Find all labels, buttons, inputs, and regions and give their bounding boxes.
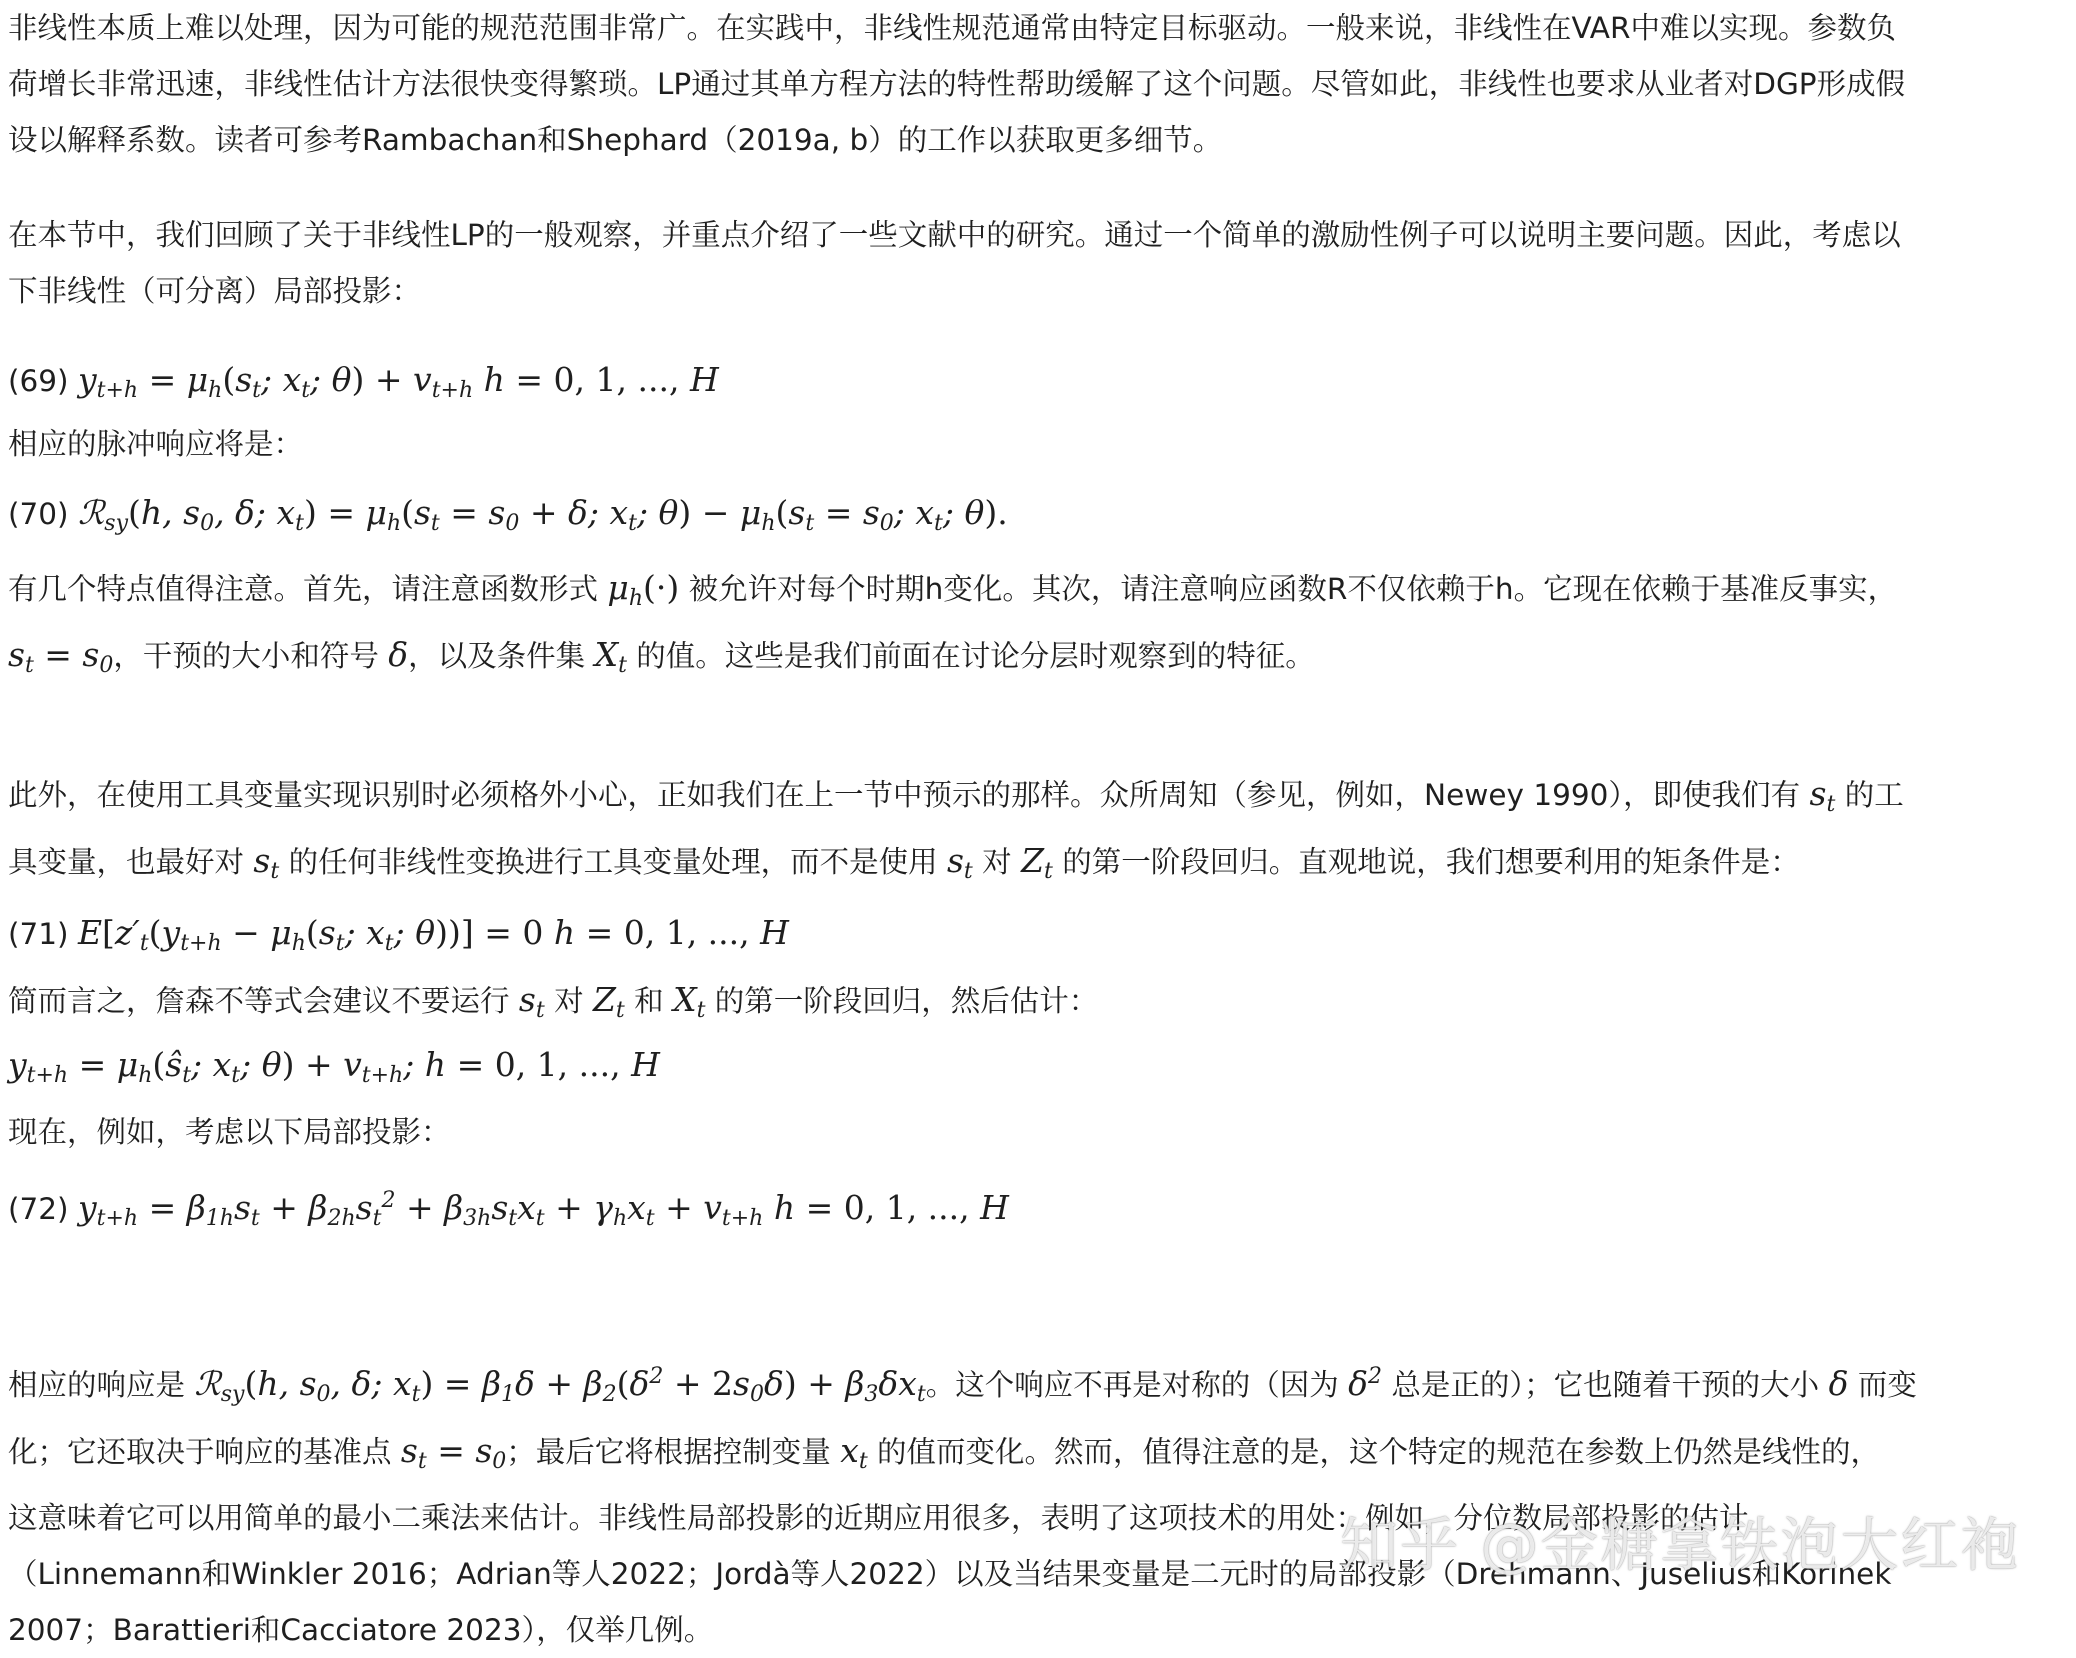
formula: $y_{t+h}$ = $\mu_h(ŝ_t$; $x_t$; $\theta) + v_{t+h}$; h = 0, 1, ..., H <box>8 1045 660 1088</box>
formula: $y_{t+h} = \mu_h(s_t$; $x_t$; $\theta) + v_{t+h}$ h = 0, 1, ..., H <box>77 360 719 403</box>
equation-70 <box>8 485 2068 552</box>
paragraph-jensen: 简而言之，詹森不等式会建议不要运行 $s_t$ 对 $Z_t$ 和 $X_t$ 的第一阶段回归，然后估计： <box>8 980 1099 1023</box>
equation-71 <box>8 905 2068 972</box>
paragraph-nonlinearity-intro: 非线性本质上难以处理，因为可能的规范范围非常广。在实践中，非线性规范通常由特定目标驱动。一般来说，非线性在VAR中难以实现。参数负 荷增长非常迅速，非线性估计方法很快变得繁琐。LP通过其单方程方法的特性帮助缓解了这个问题。尽管如此，非线性也要求从业者对DGP形成假 设以解释系数。读者可参考Rambachan和Shephard（2019a, b）的工作以获取更多细节。 <box>8 11 1906 157</box>
equation-estimate <box>8 1037 2068 1104</box>
equation-number: (72) <box>8 1192 69 1226</box>
equation-number: (69) <box>8 364 69 398</box>
paragraph-example-intro: 现在，例如，考虑以下局部投影： <box>8 1115 451 1149</box>
equation-number: (70) <box>8 497 69 531</box>
paragraph-impulse-response-intro: 相应的脉冲响应将是： <box>8 427 304 461</box>
equation-number: (71) <box>8 917 69 951</box>
paragraph-section-overview: 在本节中，我们回顾了关于非线性LP的一般观察，并重点介绍了一些文献中的研究。通过一个简单的激励性例子可以说明主要问题。因此，考虑以 下非线性（可分离）局部投影： <box>8 218 1901 308</box>
equation-72 <box>8 1173 2068 1247</box>
paragraph-features: 有几个特点值得注意。首先，请注意函数形式 $\mu_h(\cdot)$ 被允许对每个时期h变化。其次，请注意响应函数R不仅依赖于h。它现在依赖于基准反事实， $s_t = s_0$，干预的大小和符号 δ，以及条件集 $X_t$ 的值。这些是我们前面在讨论分层时观察到的特征。 <box>8 568 1898 678</box>
equation-69 <box>8 352 2068 419</box>
zhihu-watermark: 知乎 @金糖拿铁泡大红袍 <box>1340 1511 2021 1579</box>
paragraph-response-discussion: 相应的响应是 ℛ$_{sy}$(h, $s_0$, δ; $x_t) = \beta_1\delta + \beta_2(\delta^2 + 2s_0\delta) + \beta_3\delta x_t$。这个响应不再是对称的（因为 $\delta^2$ 总是正的）；它也随着干预的大小 δ 而变 化；它还取决于响应的基准点 $s_t = s_0$；最后它将根据控制变量 $x_t$ 的值而变化。然而，值得注意的是，这个特定的规范在参数上仍然是线性的， 这意味着它可以用简单的最小二乘法来估计。非线性局部投影的近期应用很多，表明了这项技术的用处：例如，分位数局部投影的估计 （Linnemann和Winkler 2016；Adrian等人2022；Jordà等人2022）以及当结果变量是二元时的局部投影（Drehmann、Juselius和Korinek 2007；Barattieri和Cacciatore 2023），仅举几例。 <box>8 1364 1917 1647</box>
formula: $E[z'_t(y_{t+h} - \mu_h(s_t$; $x_t$; θ))] = 0 h = 0, 1, ..., H <box>77 913 789 956</box>
paragraph-instrumental-variables: 此外，在使用工具变量实现识别时必须格外小心，正如我们在上一节中预示的那样。众所周知（参见，例如，Newey 1990），即使我们有 $s_t$ 的工 具变量，也最好对 $s_t$ 的任何非线性变换进行工具变量处理，而不是使用 $s_t$ 对 $Z_t$ 的第一阶段回归。直观地说，我们想要利用的矩条件是： <box>8 774 1904 884</box>
formula: ℛ$_{sy}$(h, $s_0$, δ; $x_t) = \mu_h(s_t = s_0 + \delta$; $x_t$; $\theta) - \mu_h(s_t = s_0$; $x_t$; θ). <box>77 493 1008 536</box>
formula: $y_{t+h} = \beta_{1h}s_t + \beta_{2h}s_t^2 + \beta_{3h}s_tx_t + \gamma_hx_t + v_{t+h}$ h = 0, 1, ..., H <box>77 1188 1009 1231</box>
